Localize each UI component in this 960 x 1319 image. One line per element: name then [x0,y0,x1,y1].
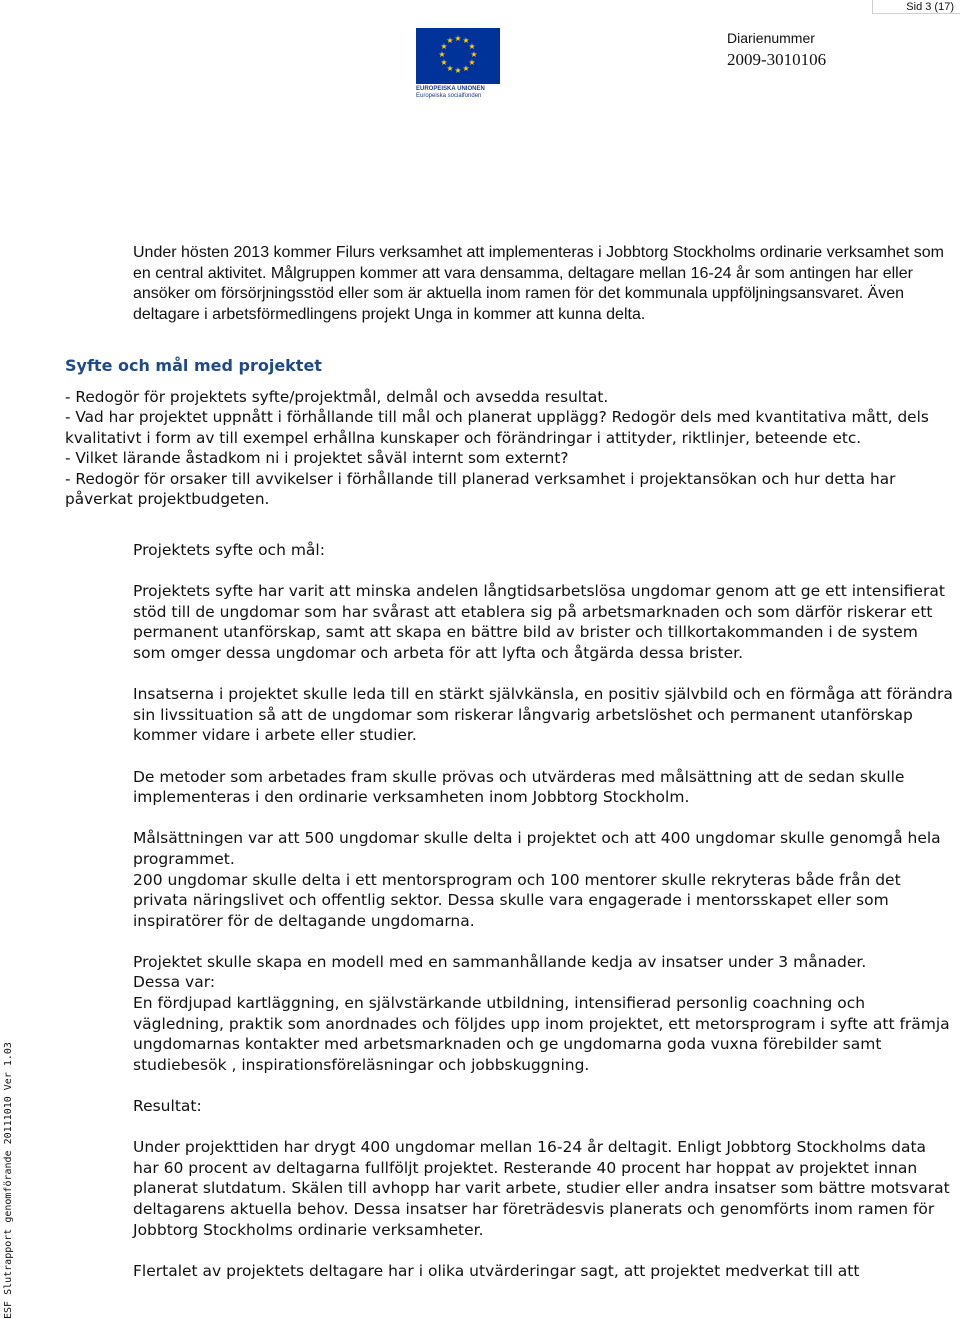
diarie-block [727,30,826,71]
instruction-item: - Vad har projektet uppnått i förhållande till mål och planerat upplägg? Redogör dels med kvantitativa mått, dels kvalitativt i form av till exempel erhållna kunskaper och förändringar i attityder, riktlinjer, beteende etc. [65,408,929,447]
body-paragraph: Under projekttiden har drygt 400 ungdomar mellan 16-24 år deltagit. Enligt Jobbtorg Stockholms data har 60 procent av deltagarna fullföljt projektet. Resterande 40 procent har hoppat av projektet innan planerat slutdatum. Skälen till avhopp har varit arbete, studier eller andra insatser som bättre motsvarat deltagarens aktuella behov. Dessa insatser har företrädesvis planerats och genomförts inom ramen för Jobbtorg Stockholms ordinarie verksamheter. [133,1138,950,1239]
intro-paragraph: Under hösten 2013 kommer Filurs verksamhet att implementeras i Jobbtorg Stockholms ordinarie verksamhet som en central aktivitet. Målgruppen kommer att vara densamma, deltagare mellan 16-24 år som antingen har eller ansöker om försörjningsstöd eller som är aktuella inom ramen för det kommunala uppföljningsansvaret. Även deltagare i arbetsförmedlingens projekt Unga in kommer att kunna delta. [133,244,944,323]
body-paragraph: Insatserna i projektet skulle leda till en stärkt självkänsla, en positiv självbild och en förmåga att förändra sin livssituation så att de ungdomar som riskerar långvarig arbetslöshet och permanent utanförskap kommer vidare i arbete eller studier. [133,685,953,745]
version-stamp: ESF Slutrapport genomförande 20111010 Ver 1.03 [3,1042,14,1319]
logo-text-fund: Europeiska socialfonden [416,93,482,99]
svg-text:★: ★ [440,58,448,67]
svg-text:★: ★ [468,58,476,67]
body-paragraph: Målsättningen var att 500 ungdomar skulle delta i projektet och att 400 ungdomar skulle genomgå hela programmet. [133,829,941,868]
body-paragraph: De metoder som arbetades fram skulle prövas och utvärderas med målsättning att de sedan skulle implementeras i den ordinarie verksamheten inom Jobbtorg Stockholm. [133,767,905,807]
body-paragraph: 200 ungdomar skulle delta i ett mentorsprogram och 100 mentorer skulle rekryteras både från det privata näringslivet och offentlig sektor. Dessa skulle vara engagerade i mentorsskapet eller som inspiratörer för de deltagande ungdomarna. [133,870,901,930]
svg-text:★: ★ [440,42,448,51]
body-paragraph: Dessa var: [133,973,216,992]
svg-text:★: ★ [446,64,454,73]
eu-flag-icon [416,28,500,84]
svg-text:★: ★ [446,36,454,45]
section-heading: Syfte och mål med projektet [65,356,322,375]
logo-text-union: EUROPEISKA UNIONEN [416,86,485,92]
svg-text:★: ★ [468,42,476,51]
resultat-label: Resultat: [133,1097,202,1116]
svg-text:★: ★ [454,34,462,43]
svg-text:★: ★ [462,64,470,73]
eu-logo [416,28,500,100]
body-paragraph: En fördjupad kartläggning, en självstärkande utbildning, intensifierad personlig coachning och vägledning, praktik som anordnades och följdes upp inom projektet, ett metorsprogram i syfte att främja ungdomarnas kontakter med arbetsmarknaden och ge ungdomarna goda vuxna förebilder samt studiebesök , inspirationsföreläsningar och jobbskuggning. [133,994,950,1074]
svg-text:★: ★ [438,50,446,59]
report-body [133,540,955,1281]
instruction-item: - Vilket lärande åstadkom ni i projektet såväl internt som externt? [65,449,569,468]
diarie-number: 2009-3010106 [727,50,827,69]
instruction-item: - Redogör för orsaker till avvikelser i förhållande till planerad verksamhet i projektansökan och hur detta har påverkat projektbudgeten. [65,469,896,509]
syfte-label: Projektets syfte och mål: [133,541,325,559]
page-number: Sid 3 (17) [872,0,960,14]
body-paragraph: Flertalet av projektets deltagare har i olika utvärderingar sagt, att projektet medverkat till att [133,1261,860,1280]
svg-text:★: ★ [470,50,478,59]
svg-text:★: ★ [462,36,470,45]
instruction-item: - Redogör för projektets syfte/projektmål, delmål och avsedda resultat. [65,388,609,406]
instructions-list [65,387,953,509]
body-paragraph: Projektet skulle skapa en modell med en sammanhållande kedja av insatser under 3 månader. [133,952,867,971]
diarie-label: Diarienummer [727,30,815,46]
body-paragraph: Projektets syfte har varit att minska andelen långtidsarbetslösa ungdomar genom att ge ett intensifierat stöd till de ungdomar som har svårast att etablera sig på arbetsmarknaden och som därför riskerar ett permanent utanförskap, samt att skapa en bättre bild av brister och tillkortakommanden i de system som omger dessa ungdomar och arbeta för att lyfta och åtgärda dessa brister. [133,582,945,662]
svg-text:★: ★ [454,66,462,75]
